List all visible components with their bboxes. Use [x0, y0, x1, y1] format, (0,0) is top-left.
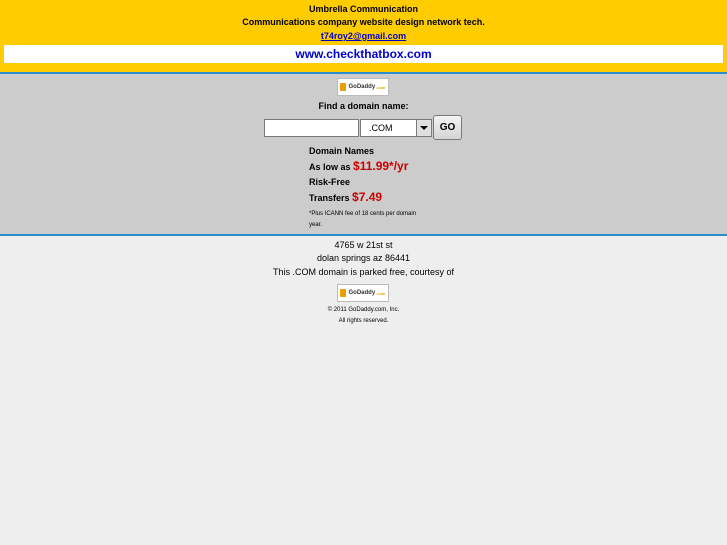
copyright: © 2011 GoDaddy.com, Inc.	[327, 307, 400, 313]
domain-price: $11.99*/yr	[353, 159, 409, 173]
domain-search-input[interactable]	[264, 119, 359, 137]
email-link[interactable]: t74roy2@gmail.com	[320, 31, 407, 41]
footer-godaddy-logo[interactable]: GoDaddy .com	[337, 284, 389, 302]
as-low-as-text: As low as	[309, 162, 354, 172]
company-description: Communications company website design network tech.	[242, 17, 485, 27]
address-line-1: 4765 w 21st st	[334, 240, 393, 250]
parked-notice: This .COM domain is parked free, courtesy of	[272, 267, 455, 277]
address-line-2: dolan springs az 86441	[316, 253, 411, 263]
chevron-down-icon[interactable]	[416, 120, 431, 136]
tld-select[interactable]	[360, 119, 432, 137]
site-url-link[interactable]: www.checkthatbox.com	[295, 47, 432, 61]
tld-selected-value: .COM	[369, 123, 393, 133]
risk-free-label: Risk-Free	[309, 177, 351, 187]
icann-fine-print: *Plus ICANN fee of 18 cents per domain year.	[309, 211, 417, 228]
transfer-price-line	[309, 190, 382, 204]
transfer-price: $7.49	[352, 190, 383, 204]
site-url-bar	[4, 45, 723, 63]
company-email	[0, 31, 727, 41]
company-name: Umbrella Communication	[308, 4, 418, 14]
divider-bottom	[0, 234, 727, 236]
transfers-text: Transfers	[309, 193, 353, 203]
godaddy-mascot-icon	[340, 289, 346, 297]
domain-price-line	[309, 159, 408, 173]
domain-names-label: Domain Names	[309, 146, 375, 156]
find-domain-label: Find a domain name:	[318, 101, 409, 111]
go-button[interactable]: GO	[433, 115, 462, 140]
godaddy-logo[interactable]: GoDaddy .com	[337, 78, 389, 96]
rights-reserved: All rights reserved.	[338, 318, 389, 324]
godaddy-mascot-icon	[340, 83, 346, 91]
